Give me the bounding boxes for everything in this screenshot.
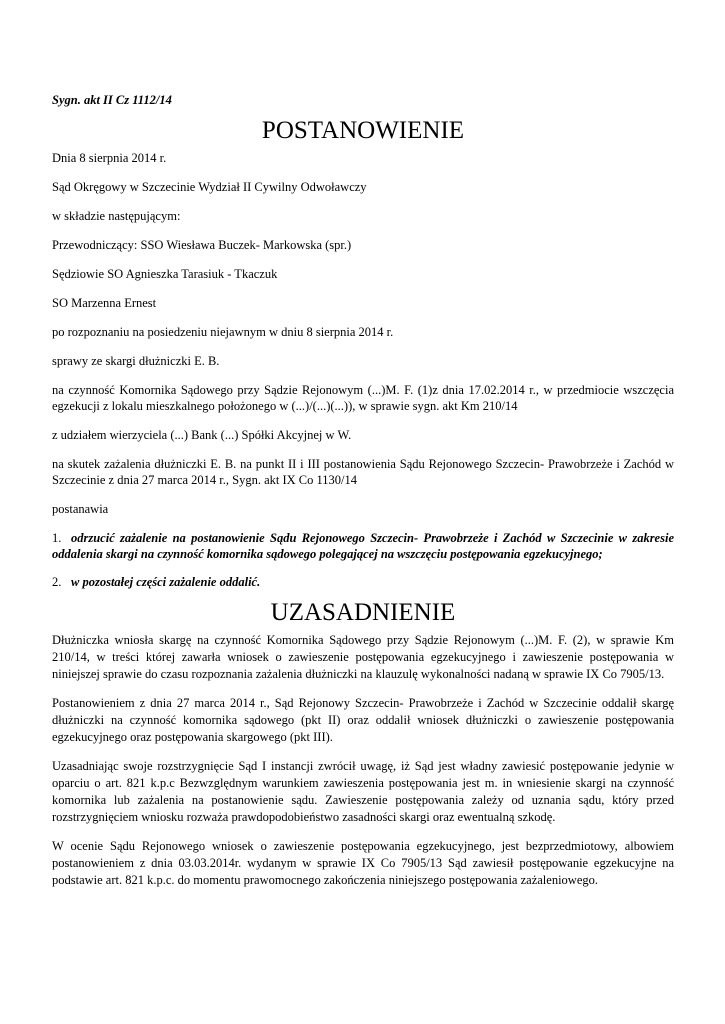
case-signature: Sygn. akt II Cz 1112/14	[52, 93, 172, 107]
session-line: po rozpoznaniu na posiedzeniu niejawnym w dniu 8 sierpnia 2014 r.	[52, 325, 394, 339]
ruling-item	[52, 574, 674, 590]
presiding-judge-line: Przewodniczący: SSO Wiesława Buczek- Markowska (spr.)	[52, 238, 352, 252]
creditor-line: z udziałem wierzyciela (...) Bank (...) Spółki Akcyjnej w W.	[52, 428, 352, 442]
ruling-number: 1.	[52, 531, 62, 545]
justification-paragraph: Uzasadniając swoje rozstrzygnięcie Sąd I instancji zwrócił uwagę, iż Sąd jest władny zawiesić postępowanie jedynie w oparciu o art. 821 k.p.c Bezwzględnym warunkiem zawieszenia postępowania jest m. in wniesienie skargi na czynność komornika lub zażalenia na postanowienie sądu. Zawieszenie postępowania zależy od uznania sądu, który przed rozstrzygnięciem wniosku rozważa prawdopodobieństwo zasadności skargi oraz ewentualną szkodę.	[52, 759, 674, 824]
justification-title: UZASADNIENIE	[270, 599, 456, 626]
justification-paragraph: Postanowieniem z dnia 27 marca 2014 r., Sąd Rejonowy Szczecin- Prawobrzeże i Zachód w Szczecinie oddalił skargę dłużniczki na czynność komornika sądowego (pkt II) oraz oddalił wniosek dłużniczki o zawieszenie postępowania egzekucyjnego oraz postępowania skargowego (pkt III).	[52, 696, 674, 744]
date-line: Dnia 8 sierpnia 2014 r.	[52, 151, 167, 165]
composition-line: w składzie następującym:	[52, 209, 181, 223]
court-line: Sąd Okręgowy w Szczecinie Wydział II Cywilny Odwoławczy	[52, 180, 367, 194]
judges-line-second: SO Marzenna Ernest	[52, 296, 157, 310]
complaint-paragraph: na skutek zażalenia dłużniczki E. B. na punkt II i III postanowienia Sądu Rejonowego Szczecin- Prawobrzeże i Zachód w Szczecinie z dnia 27 marca 2014 r., Sygn. akt IX Co 1130/14	[52, 457, 674, 487]
decides-line: postanawia	[52, 502, 109, 516]
justification-paragraph: W ocenie Sądu Rejonowego wniosek o zawieszenie postępowania egzekucyjnego, jest bezprzedmiotowy, albowiem postanowieniem z dnia 03.03.2014r. wydanym w sprawie IX Co 7905/13 Sąd zawiesił postępowanie egzekucyjne na podstawie art. 821 k.p.c. do momentu prawomocnego zakończenia niniejszego postępowania zażaleniowego.	[52, 839, 674, 887]
ruling-text: odrzucić zażalenie na postanowienie Sądu Rejonowego Szczecin- Prawobrzeże i Zachód w Szczecinie w zakresie oddalenia skargi na czynność komornika sądowego polegającej na wszczęciu postępowania egzekucyjnego;	[52, 531, 674, 561]
ruling-item	[52, 530, 674, 562]
ruling-number: 2.	[52, 575, 62, 589]
document-title: POSTANOWIENIE	[261, 117, 465, 144]
case-line: sprawy ze skargi dłużniczki E. B.	[52, 354, 220, 368]
action-paragraph: na czynność Komornika Sądowego przy Sądzie Rejonowym (...)M. F. (1)z dnia 17.02.2014 r., w przedmiocie wszczęcia egzekucji z lokalu mieszkalnego położonego w (...)/(...)(...)), w sprawie sygn. akt Km 210/14	[52, 383, 674, 413]
judges-line: Sędziowie SO Agnieszka Tarasiuk - Tkaczuk	[52, 267, 278, 281]
document-page	[52, 92, 674, 901]
justification-paragraph: Dłużniczka wniosła skargę na czynność Komornika Sądowego przy Sądzie Rejonowym (...)M. F. (2), w sprawie Km 210/14, w treści której zawarła wniosek o zawieszenie postępowania egzekucyjnego i zawieszenie postępowania w niniejszej sprawie do czasu rozpoznania zażalenia dłużniczki na klauzulę wykonalności nadaną w sprawie IX Co 7905/13.	[52, 633, 674, 681]
rulings-list	[52, 530, 674, 590]
ruling-text: w pozostałej części zażalenie oddalić.	[71, 575, 261, 589]
